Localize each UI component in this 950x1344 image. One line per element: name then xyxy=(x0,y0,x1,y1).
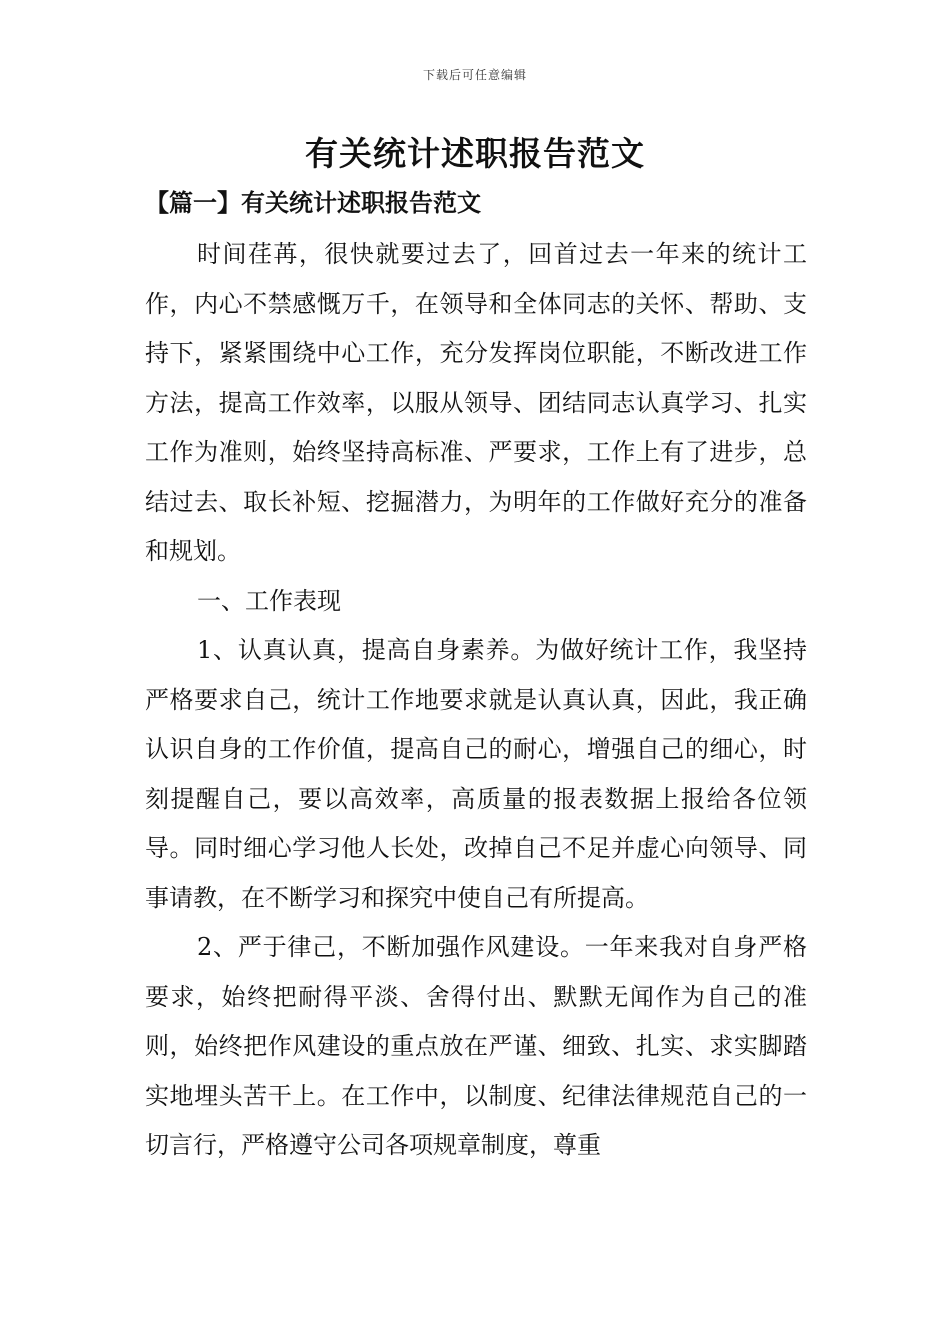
document-body xyxy=(145,230,807,1171)
paragraph-item-1: 1、认真认真，提高自身素养。为做好统计工作，我坚持严格要求自己，统计工作地要求就是认真认真，因此，我正确认识自身的工作价值，提高自己的耐心，增强自己的细心，时刻提醒自己，要以高效率，高质量的报表数据上报给各位领导。同时细心学习他人长处，改掉自己不足并虚心向领导、同事请教，在不断学习和探究中使自己有所提高。 xyxy=(145,636,807,912)
header-note: 下载后可任意编辑 xyxy=(422,68,527,82)
paragraph-heading-work-performance: 一、工作表现 xyxy=(197,586,341,615)
paragraph-item-2: 2、严于律己，不断加强作风建设。一年来我对自身严格要求，始终把耐得平淡、舍得付出、默默无闻作为自己的准则，始终把作风建设的重点放在严谨、细致、扎实、求实脚踏实地埋头苦干上。在工作中，以制度、纪律法律规范自己的一切言行，严格遵守公司各项规章制度，尊重 xyxy=(145,933,807,1159)
section-heading: 【篇一】有关统计述职报告范文 xyxy=(145,188,481,217)
document-title: 有关统计述职报告范文 xyxy=(305,134,645,173)
paragraph-intro: 时间荏苒，很快就要过去了，回首过去一年来的统计工作，内心不禁感慨万千，在领导和全体同志的关怀、帮助、支持下，紧紧围绕中心工作，充分发挥岗位职能，不断改进工作方法，提高工作效率，以服从领导、团结同志认真学习、扎实工作为准则，始终坚持高标准、严要求，工作上有了进步，总结过去、取长补短、挖掘潜力，为明年的工作做好充分的准备和规划。 xyxy=(145,240,807,565)
